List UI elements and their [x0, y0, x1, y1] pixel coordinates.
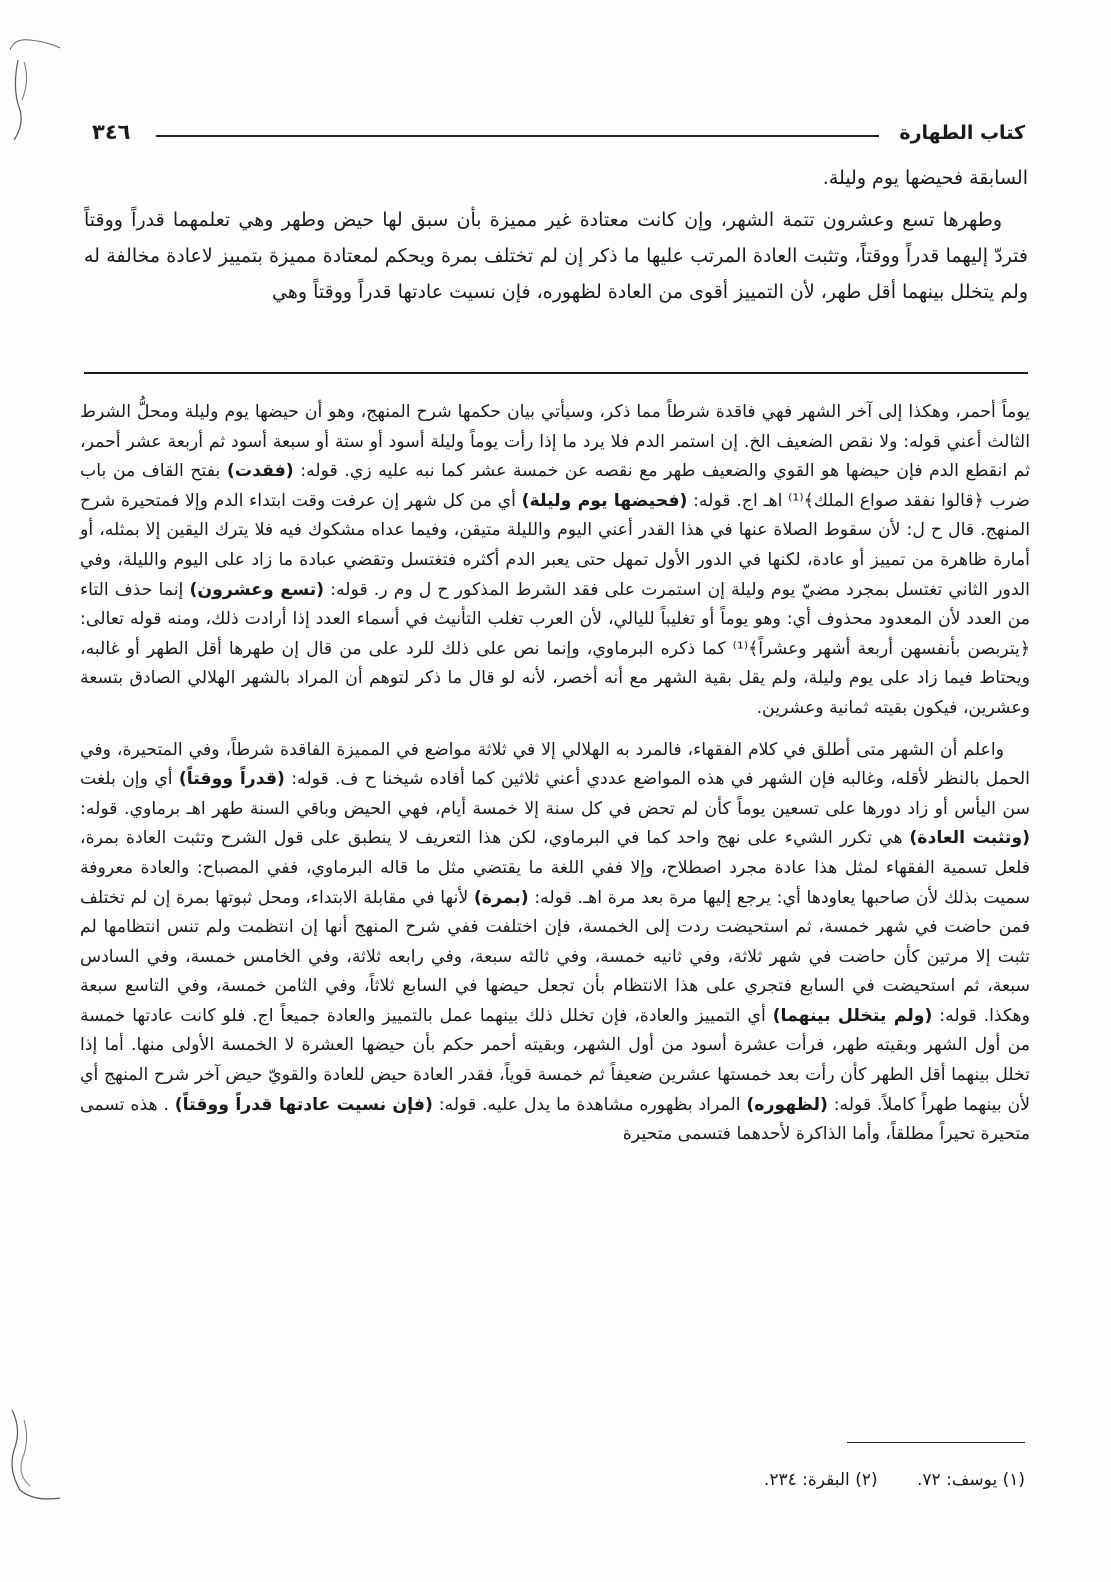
- commentary-keyword: (وتثبت العادة): [909, 828, 1031, 849]
- text-commentary-divider: [84, 372, 1028, 374]
- commentary-keyword: (بمرة): [473, 887, 529, 908]
- commentary-keyword: (لظهوره): [746, 1094, 828, 1115]
- commentary-keyword: (تسع وعشرون): [189, 579, 325, 600]
- main-text: [84, 160, 1028, 310]
- quran-quote: ﴿قالوا نفقد صواع الملك﴾: [803, 490, 984, 511]
- commentary-text: أي من كل شهر إن عرفت وقت ابتداء الدم وإلا فمتحيرة شرح المنهج. قال ح ل: لأن سقوط الصلاة عنها في هذا القدر أعني اليوم والليلة متيقن، وفيما عداه مشكوك فيه فلا يترك اليقين إلا بمثله، أو أمارة ظاهرة من تمييز أو عادة، لكنها في الدور الأول تمهل حتى يعبر الدم أكثره فتغتسل وتقضي عبادة ما زاد على اليوم والليلة، وفي الدور الثاني تغتسل بمجرد مضيّ يوم وليلة إن استمرت على فقد الشرط المذكور ح ل وم ر. قوله:: [80, 490, 1030, 600]
- commentary-text: بفتح القاف من باب ضرب: [80, 461, 1030, 511]
- commentary-text: واعلم أن الشهر متى أطلق في كلام الفقهاء، فالمرد به الهلالي إلا في ثلاثة مواضع في المميزة الفاقدة شرطاً، وفي المتحيرة، وفي الحمل بالنظر لأقله، وغالبه فإن الشهر في هذه المواضع عددي أعني ثلاثين كما أفاده شيخنا ح ف. قوله:: [80, 739, 1030, 790]
- commentary-paragraph: [80, 736, 1030, 1150]
- commentary-keyword: (ولم يتخلل بينهما): [772, 1005, 933, 1026]
- commentary-text: اهـ اج. قوله:: [693, 490, 783, 511]
- commentary: [80, 398, 1030, 1150]
- commentary-text: هي تكرر الشيء على نهج واحد كما في البرماوي، لكن هذا التعريف لا ينطبق على قول الشرح وتثبت العادة بمرة، فلعل تسمية الفقهاء لمثل هذا عادة مجرد اصطلاح، وإلا ففي اللغة ما يقتضي مثل ما قاله البرماوي، ففي المصباح: والعادة معروفة سميت بذلك لأن صاحبها يعاودها أي: يرجع إليها مرة بعد مرة اهـ. قوله:: [80, 828, 1030, 908]
- main-paragraph: السابقة فحيضها يوم وليلة.: [822, 167, 1028, 189]
- footnote-rule: [847, 1442, 1025, 1443]
- footnote: (١) يوسف: ٧٢.: [917, 1470, 1025, 1490]
- quran-quote: ﴿يتربصن بأنفسهن أربعة أشهر وعشراً﴾: [748, 638, 1030, 659]
- commentary-keyword: (فقدت): [226, 461, 294, 482]
- footnotes: [425, 1470, 1025, 1490]
- commentary-text: . هذه تسمى متحيرة تحيراً مطلقاً، وأما الذاكرة لأحدهما فتسمى متحيرة: [80, 1094, 1030, 1145]
- commentary-paragraph: [80, 398, 1030, 724]
- margin-scribble-top: [0, 30, 70, 150]
- running-header: [92, 118, 1025, 148]
- commentary-text: المراد بظهوره مشاهدة ما يدل عليه. قوله:: [438, 1094, 741, 1115]
- commentary-text: أي وإن بلغت سن اليأس أو زاد دورها على تسعين يوماً كأن لم تحض في كل سنة إلا خمسة أيام، فهي الحيض وباقي السنة طهر اهـ برماوي. قوله:: [80, 769, 1030, 819]
- main-paragraph: وطهرها تسع وعشرون تتمة الشهر، وإن كانت معتادة غير مميزة بأن سبق لها حيض وطهر وهي تعلمهما قدراً ووقتاً فتردّ إليهما قدراً ووقتاً، وتثبت العادة المرتب عليها ما ذكر إن لم تختلف بمرة ويحكم لمعتادة مميزة بتمييز لاعادة مخالفة له ولم يتخلل بينهما أقل طهر، لأن التمييز أقوى من العادة لظهوره، فإن نسيت عادتها قدراً ووقتاً وهي: [84, 209, 1028, 303]
- footnote: (٢) البقرة: ٢٣٤.: [763, 1470, 878, 1490]
- commentary-keyword: (قدراً ووقتاً): [178, 769, 285, 790]
- commentary-keyword: (فإن نسيت عادتها قدراً ووقتاً): [174, 1094, 433, 1115]
- header-rule: [156, 135, 879, 137]
- commentary-text: لأنها في مقابلة الابتداء، ومحل ثبوتها بمرة إن لم تختلف فمن حاضت في شهر خمسة، ثم استحيضت ردت إلى الخمسة، فإن اختلفت ففي شرح المنهج أنها إن انتظمت ولم تنس انتظامها لم تثبت إلا مرتين كأن حاضت في شهر ثلاثة، وفي ثانيه خمسة، وفي ثالثه سبعة، وفي رابعه ثلاثة، وفي الخامس خمسة، وفي السادس سبعة، ثم استحيضت في السابع فتجري على هذا الانتظام بأن تجعل حيضها في السابع ثلاثاً، وفي الثامن خمسة، وفي التاسع سبعة وهكذا. قوله:: [80, 887, 1030, 1026]
- commentary-text: كما ذكره البرماوي، وإنما نص على ذلك للرد على من قال إن طهرها أقل الطهر أو غالبه، ويحتاط فيما زاد على يوم وليلة، ولم يقل بقية الشهر مع أنه أخصر، لأنه لو قال ما ذكر لتوهم أن المراد بالشهر الهلالي الصادق بتسعة وعشرين، فيكون بقيته ثمانية وعشرين.: [80, 638, 1030, 718]
- footnote-ref: ⁽¹⁾: [788, 490, 804, 511]
- commentary-text: يوماً أحمر، وهكذا إلى آخر الشهر فهي فاقدة شرطاً مما ذكر، وسيأتي بيان حكمها شرح المنهج، وهو أن حيضها يوم وليلة ومحلُّ الشرط الثالث أعني قوله: ولا نقص الضعيف الخ. إن استمر الدم فلا يرد ما إذا رأت يوماً وليلة أسود أو ستة أو سبعة أسود ثم أربعة عشر أحمر، ثم انقطع الدم فإن حيضها هو القوي والضعيف طهر مع نقصه عن خمسة عشر كما نبه عليه زي. قوله:: [80, 402, 1030, 482]
- commentary-keyword: (فحيضها يوم وليلة): [521, 490, 688, 511]
- book-title: كتاب الطهارة: [899, 122, 1025, 144]
- margin-scribble-bottom: [0, 1400, 80, 1510]
- commentary-text: إنما حذف التاء من العدد لأن المعدود محذوف أي: وهو يوماً أو تغليباً لليالي، لأن العرب تغلب التأنيث في أسماء العدد إذا أرادت ذلك، ومنه قوله تعالى:: [80, 579, 1030, 630]
- footnote-ref: ⁽¹⁾: [732, 638, 749, 659]
- page-number: ٣٤٦: [92, 120, 131, 144]
- commentary-text: أي التمييز والعادة، فإن تخلل ذلك بينهما عمل بالتمييز والعادة جميعاً اج. فلو كانت عادتها خمسة من أول الشهر وبقيته طهر، فرأت عشرة أسود من أول الشهر، وبقيته أحمر حكم بأن حيضها العشرة لا الخمسة الأولى منها. أما إذا تخلل بينهما أقل الطهر كأن رأت بعد خمستها عشرين ضعيفاً ثم خمسة قوياً، فقدر العادة حيض للعادة والقويّ حيض آخر شرح المنهج أي لأن بينهما طهراً كاملاً. قوله:: [80, 1005, 1031, 1115]
